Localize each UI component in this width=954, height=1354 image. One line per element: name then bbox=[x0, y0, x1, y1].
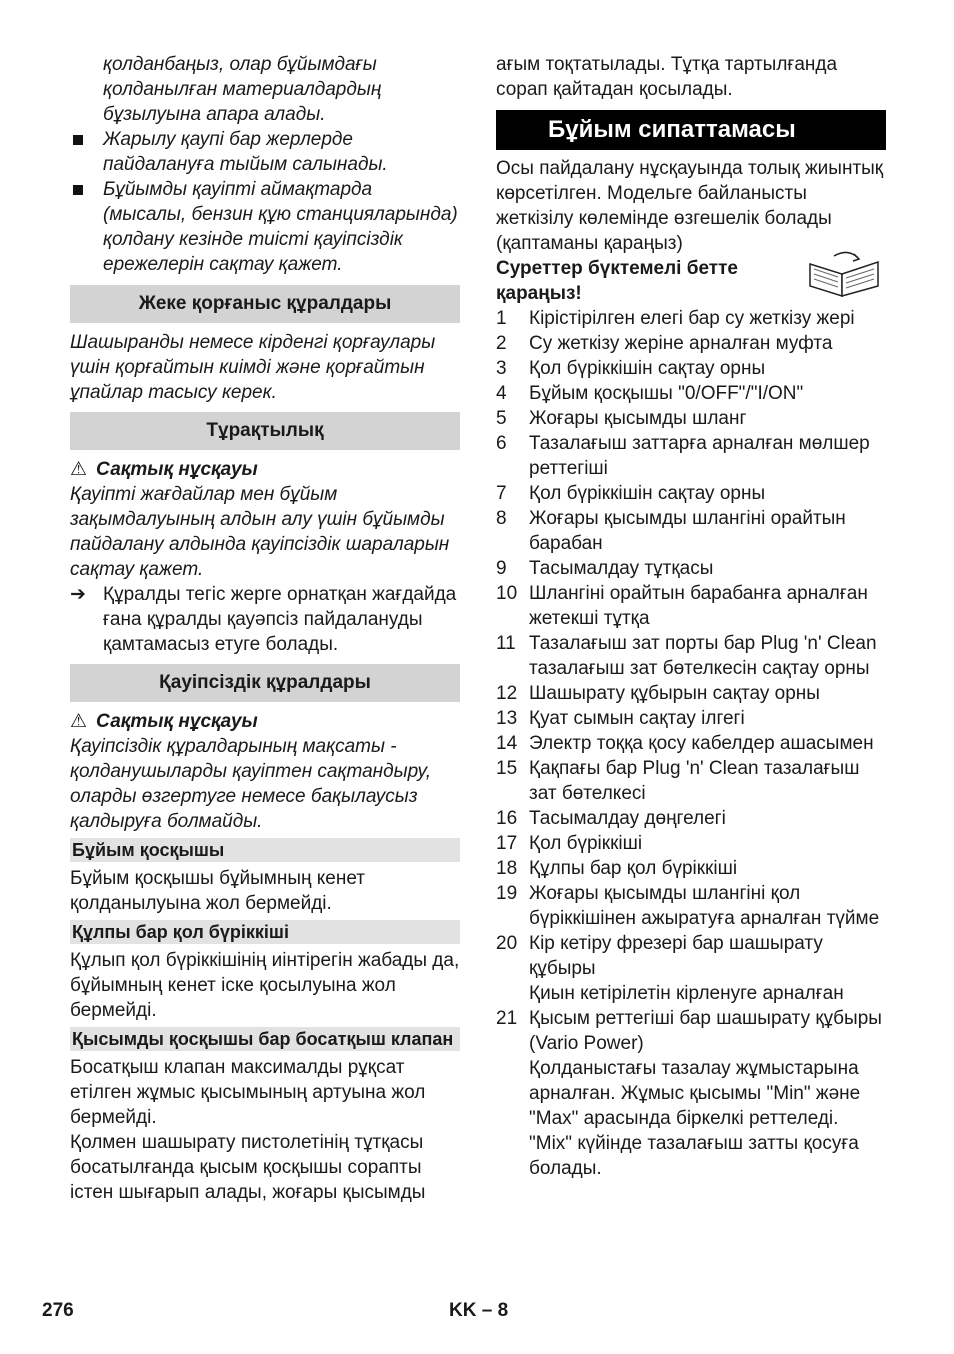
item-label: Шлангіні орайтын барабанға арналған жетекші тұтқа bbox=[529, 583, 868, 629]
component-list-item bbox=[496, 506, 886, 556]
item-number: 1 bbox=[496, 308, 507, 329]
stability-warning-text: Қауіпті жағдайлар мен бұйым зақымдалуының алдын алу үшін бұйымды пайдалану алдында қауіпсіздік шараларын сақтау қажет. bbox=[70, 484, 450, 580]
item-number: 7 bbox=[496, 483, 507, 504]
component-list-item bbox=[496, 406, 886, 431]
section-label: KK – 8 bbox=[449, 1300, 509, 1321]
item-label: Кірістірілген елегі бар су жеткізу жері bbox=[529, 308, 855, 329]
warning-label bbox=[70, 457, 460, 482]
item-text bbox=[529, 356, 886, 381]
bullet-item bbox=[70, 127, 460, 177]
item-number: 16 bbox=[496, 808, 518, 829]
bullet-text: Бұйымды қауіпті аймақтарда (мысалы, бензин құю станцияларында) қолдану кезінде тиісті қауіпсіздік ережелерін сақтау қажет. bbox=[103, 179, 458, 275]
intro-text: Осы пайдалану нұсқауында толық жиынтық көрсетілген. Модельге байланысты жеткізілу көлемінде өзгешелік болады (қаптаманы қараңыз) bbox=[496, 158, 884, 254]
item-text bbox=[529, 631, 886, 681]
item-number: 20 bbox=[496, 933, 518, 954]
item-label: Кір кетіру фрезері бар шашырату құбыры bbox=[529, 933, 823, 979]
item-number: 10 bbox=[496, 583, 518, 604]
item-label: Жоғары қысымды шлангіні қол бүріккішінен ажыратуға арналған түйме bbox=[529, 883, 880, 929]
component-list-item bbox=[496, 331, 886, 356]
component-list bbox=[496, 306, 886, 1181]
item-label: Жоғары қысымды шланг bbox=[529, 408, 747, 429]
valve-heading: Қысымды қосқышы бар босатқыш клапан bbox=[70, 1027, 460, 1051]
warning-triangle-icon: ⚠ bbox=[70, 711, 88, 732]
item-label: Шашырату құбырын сақтау орны bbox=[529, 683, 820, 704]
item-text bbox=[529, 406, 886, 431]
component-list-item bbox=[496, 806, 886, 831]
page-number: 276 bbox=[42, 1300, 74, 1321]
item-text bbox=[529, 581, 886, 631]
item-label: Қуат сымын сақтау ілгегі bbox=[529, 708, 745, 729]
item-label: Қол бүріккішін сақтау орны bbox=[529, 483, 766, 504]
item-number: 9 bbox=[496, 558, 507, 579]
component-list-item bbox=[496, 431, 886, 481]
item-label: Бұйым қосқышы "0/OFF"/"I/ON" bbox=[529, 383, 804, 404]
component-list-item bbox=[496, 1006, 886, 1181]
item-text bbox=[529, 681, 886, 706]
component-list-item bbox=[496, 706, 886, 731]
valve-text: Босатқыш клапан максималды рұқсат етілген жұмыс қысымының артуына жол бермейді. bbox=[70, 1057, 426, 1128]
figure-note bbox=[496, 256, 886, 306]
item-number: 6 bbox=[496, 433, 507, 454]
warning-label bbox=[70, 709, 460, 734]
stability-heading: Тұрақтылық bbox=[70, 412, 460, 450]
item-number: 4 bbox=[496, 383, 507, 404]
component-list-item bbox=[496, 356, 886, 381]
warning-label-text: Сақтық нұсқауы bbox=[96, 459, 258, 480]
item-number: 14 bbox=[496, 733, 518, 754]
item-text bbox=[529, 481, 886, 506]
ppe-heading: Жеке қорғаныс құралдары bbox=[70, 285, 460, 323]
item-label: Құлпы бар қол бүріккіші bbox=[529, 858, 738, 879]
component-list-item bbox=[496, 681, 886, 706]
bullet-item bbox=[70, 177, 460, 277]
item-number: 17 bbox=[496, 833, 518, 854]
item-label: Тасымалдау тұтқасы bbox=[529, 558, 714, 579]
item-number: 13 bbox=[496, 708, 518, 729]
item-number: 19 bbox=[496, 883, 518, 904]
bullet-text: Жарылу қаупі бар жерлерде пайдалануға тыйым салынады. bbox=[103, 129, 388, 175]
lock-heading: Құлпы бар қол бүріккіші bbox=[70, 920, 460, 944]
switch-heading: Бұйым қосқышы bbox=[70, 838, 460, 862]
instruction-step-text: Құралды тегіс жерге орнатқан жағдайда ғана құралды қауәпсіз пайдалануды қамтамасыз етуге болады. bbox=[103, 584, 457, 655]
item-text bbox=[529, 881, 886, 931]
component-list-item bbox=[496, 931, 886, 1006]
item-number: 12 bbox=[496, 683, 518, 704]
component-list-item bbox=[496, 631, 886, 681]
item-text bbox=[529, 331, 886, 356]
item-label: Жоғары қысымды шлангіні орайтын барабан bbox=[529, 508, 846, 554]
item-label: Қол бүріккіші bbox=[529, 833, 643, 854]
item-number: 18 bbox=[496, 858, 518, 879]
item-note: Қолданыстағы тазалау жұмыстарына арналған. Жұмыс қысымы "Min" және "Max" арасында біркелкі реттеледі. "Mix" күйінде тазалағыш затты қосуға болады. bbox=[529, 1058, 861, 1179]
warning-triangle-icon: ⚠ bbox=[70, 459, 88, 480]
figure-note-text: Суреттер бүктемелі бетте қараңыз! bbox=[496, 258, 738, 304]
component-list-item bbox=[496, 556, 886, 581]
component-list-item bbox=[496, 581, 886, 631]
item-label: Қақпағы бар Plug 'n' Clean тазалағыш зат бөтелкесі bbox=[529, 758, 860, 804]
left-column bbox=[70, 52, 460, 1205]
item-label: Қол бүріккішін сақтау орны bbox=[529, 358, 766, 379]
component-list-item bbox=[496, 881, 886, 931]
lock-text: Құлып қол бүріккішінің иінтірегін жабады да, бұйымның кенет іске қосылуына жол бермейді. bbox=[70, 950, 460, 1021]
item-number: 3 bbox=[496, 358, 507, 379]
item-text bbox=[529, 856, 886, 881]
item-text bbox=[529, 831, 886, 856]
item-text bbox=[529, 556, 886, 581]
item-text bbox=[529, 431, 886, 481]
item-label: Қысым реттегіші бар шашырату құбыры (Vario Power) bbox=[529, 1008, 882, 1054]
item-text bbox=[529, 381, 886, 406]
warning-label-text: Сақтық нұсқауы bbox=[96, 711, 258, 732]
component-list-item bbox=[496, 381, 886, 406]
item-text bbox=[529, 806, 886, 831]
item-label: Су жеткізу жеріне арналған муфта bbox=[529, 333, 833, 354]
item-label: Тасымалдау дөңгелегі bbox=[529, 808, 726, 829]
item-number: 5 bbox=[496, 408, 507, 429]
item-number: 11 bbox=[496, 633, 516, 654]
item-text bbox=[529, 1006, 886, 1181]
bullet-square-icon bbox=[73, 135, 83, 145]
safety-devices-heading: Қауіпсіздік құралдары bbox=[70, 664, 460, 702]
item-text bbox=[529, 731, 886, 756]
intro-continued: қолданбаңыз, олар бұйымдағы қолданылған материалдардың бұзылуына апара алады. bbox=[103, 54, 382, 125]
item-label: Электр тоққа қосу кабелдер ашасымен bbox=[529, 733, 874, 754]
item-number: 21 bbox=[496, 1008, 518, 1029]
item-number: 15 bbox=[496, 758, 518, 779]
component-list-item bbox=[496, 731, 886, 756]
item-text bbox=[529, 506, 886, 556]
component-list-item bbox=[496, 831, 886, 856]
arrow-right-icon: ➔ bbox=[70, 584, 86, 605]
continued-text: ағым тоқтатылады. Тұтқа тартылғанда сорап қайтадан қосылады. bbox=[496, 54, 838, 100]
open-book-icon bbox=[804, 250, 884, 298]
item-number: 8 bbox=[496, 508, 507, 529]
valve-text: Қолмен шашырату пистолетінің тұтқасы босатылғанда қысым қосқышы сорапты істен шығарып алады, жоғары қысымды bbox=[70, 1132, 426, 1203]
component-list-item bbox=[496, 856, 886, 881]
instruction-step bbox=[70, 582, 460, 657]
component-list-item bbox=[496, 481, 886, 506]
switch-text: Бұйым қосқышы бұйымның кенет қолданылуына жол бермейді. bbox=[70, 868, 365, 914]
bullet-square-icon bbox=[73, 185, 83, 195]
item-label: Тазалағыш зат порты бар Plug 'n' Clean тазалағыш зат бөтелкесін сақтау орны bbox=[529, 633, 877, 679]
item-text bbox=[529, 756, 886, 806]
device-description-heading: Бұйым сипаттамасы bbox=[496, 110, 886, 150]
item-text bbox=[529, 306, 886, 331]
component-list-item bbox=[496, 306, 886, 331]
component-list-item bbox=[496, 756, 886, 806]
item-note: Қиын кетірілетін кірленуге арналған bbox=[529, 983, 844, 1004]
item-text bbox=[529, 931, 886, 1006]
ppe-text: Шашыранды немесе кірденгі қорғаулары үшін қорғайтын киімді және қорғайтын ұпайлар тасысу керек. bbox=[70, 332, 436, 403]
item-text bbox=[529, 706, 886, 731]
item-label: Тазалағыш заттарға арналған мөлшер реттегіші bbox=[529, 433, 870, 479]
right-column bbox=[496, 52, 886, 1181]
item-number: 2 bbox=[496, 333, 507, 354]
safety-warning-text: Қауіпсіздік құралдарының мақсаты - қолданушыларды қауіптен сақтандыру, оларды өзгертуге немесе бақылаусыз қалдыруға болмайды. bbox=[70, 736, 432, 832]
